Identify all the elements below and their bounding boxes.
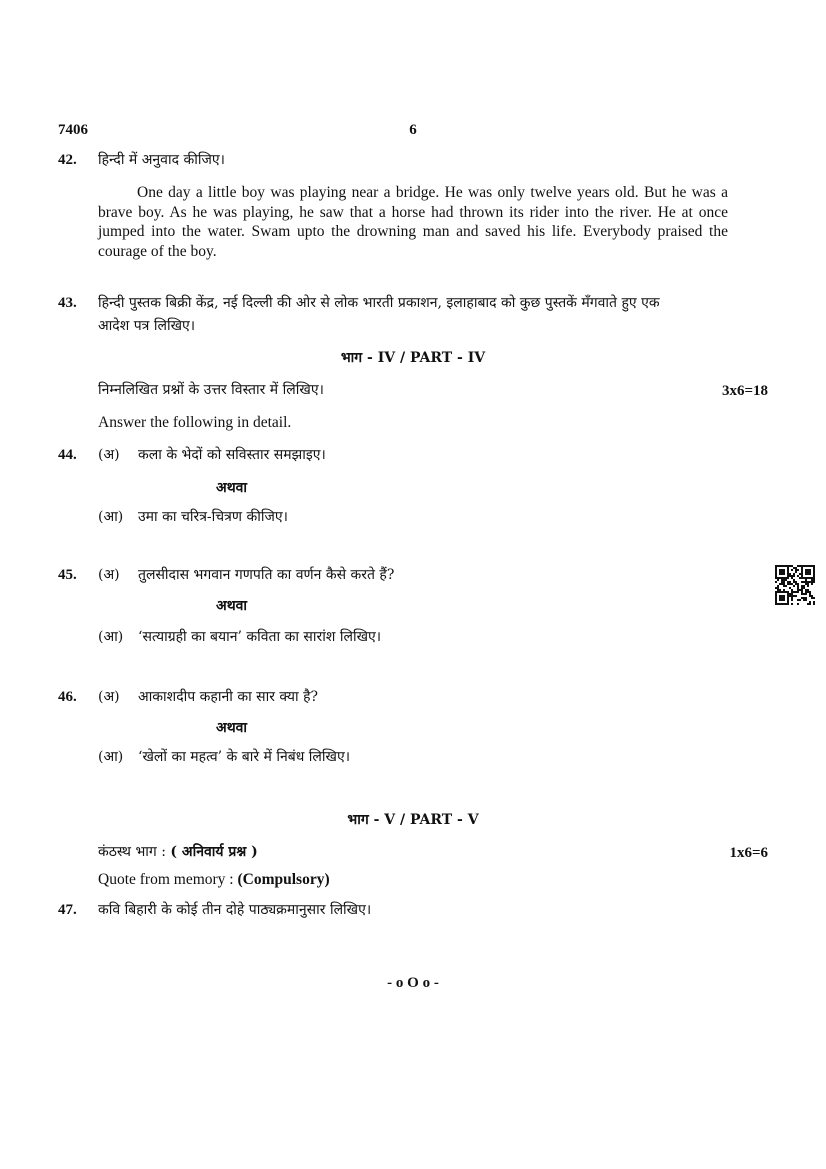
question-number: 46. <box>58 689 77 705</box>
marks: 1x6=6 <box>729 845 768 861</box>
or-label: अथवा <box>216 480 248 496</box>
option-label: (अ) <box>98 447 120 463</box>
question-number: 45. <box>58 567 77 583</box>
page-number: 6 <box>409 122 417 138</box>
instruction-bold: ( अनिवार्य प्रश्न ) <box>170 844 258 860</box>
question-number: 44. <box>58 447 77 463</box>
question-text: उमा का चरित्र-चित्रण कीजिए। <box>138 509 288 525</box>
question-text: तुलसीदास भगवान गणपति का वर्णन कैसे करते हैं? <box>138 567 395 583</box>
section-instruction: निम्नलिखित प्रश्नों के उत्तर विस्तार में लिखिए। <box>98 382 324 398</box>
question-number: 47. <box>58 902 77 918</box>
question-text: ‘खेलों का महत्व’ के बारे में निबंध लिखिए। <box>138 749 351 765</box>
question-text: कला के भेदों को सविस्तार समझाइए। <box>138 447 326 463</box>
option-label: (अ) <box>98 567 120 583</box>
translation-passage: One day a little boy was playing near a bridge. He was only twelve years old. But he was a brave boy. As he was playing, he saw that a horse had thrown its rider into the river. He at once jumped into the water. Swam upto the drowning man and saved his life. Everybody praised the courage of the boy. <box>98 184 728 260</box>
instruction-text: कंठस्थ भाग : <box>98 844 166 860</box>
section-heading: भाग - V / PART - V <box>347 812 479 828</box>
question-number: 42. <box>58 152 77 168</box>
option-label: (अ) <box>98 689 120 705</box>
question-text: हिन्दी पुस्तक बिक्री केंद्र, नई दिल्ली की ओर से लोक भारती प्रकाशन, इलाहाबाद को कुछ पुस्तकें मँगवाते हुए एक <box>98 295 660 311</box>
section-instruction-english: Answer the following in detail. <box>98 414 292 431</box>
question-text: ‘सत्याग्रही का बयान’ कविता का सारांश लिखिए। <box>138 629 382 645</box>
qr-code <box>775 565 815 605</box>
marks: 3x6=18 <box>721 383 768 399</box>
section-instruction <box>98 843 258 861</box>
end-marker: - o O o - <box>387 975 439 991</box>
option-label: (आ) <box>98 509 124 525</box>
section-heading: भाग - IV / PART - IV <box>340 350 486 366</box>
question-text: आकाशदीप कहानी का सार क्या है? <box>138 689 319 705</box>
or-label: अथवा <box>216 720 248 736</box>
paper-code: 7406 <box>58 122 88 138</box>
question-number: 43. <box>58 295 77 311</box>
instruction-text: Quote from memory : <box>98 871 234 888</box>
section-instruction-english <box>98 871 330 889</box>
question-text: आदेश पत्र लिखिए। <box>98 318 196 334</box>
instruction-bold: (Compulsory) <box>237 871 330 888</box>
question-text: कवि बिहारी के कोई तीन दोहे पाठ्यक्रमानुसार लिखिए। <box>98 902 372 918</box>
or-label: अथवा <box>216 598 248 614</box>
option-label: (आ) <box>98 629 124 645</box>
question-text: हिन्दी में अनुवाद कीजिए। <box>98 152 225 168</box>
option-label: (आ) <box>98 749 124 765</box>
